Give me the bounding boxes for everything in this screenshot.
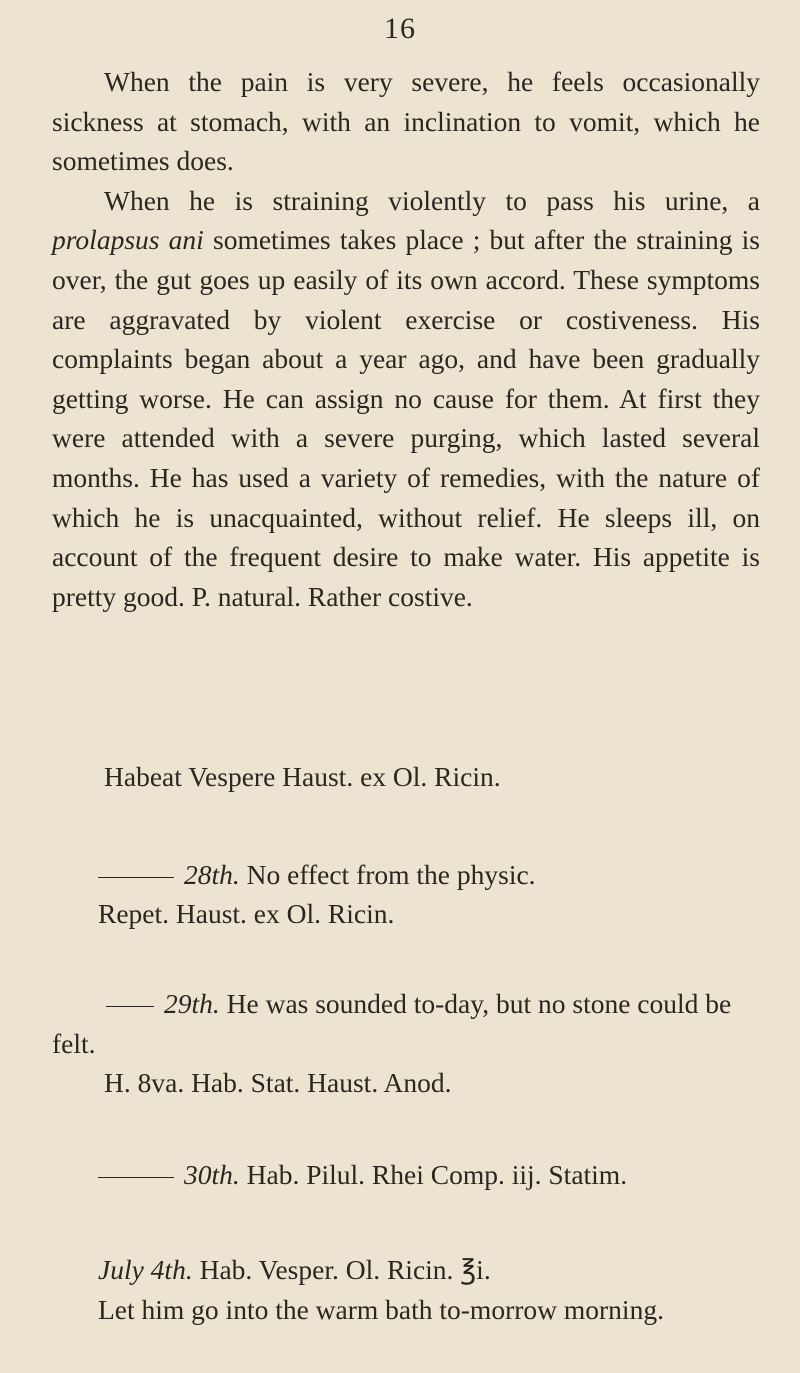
entry-date-july: July 4th.	[98, 1254, 193, 1285]
symptoms-text-start: When he is straining violently to pass his urine, a	[104, 184, 760, 216]
prescription-28th: Repet. Haust. ex Ol. Ricin.	[98, 898, 395, 929]
page-number: 16	[384, 12, 416, 45]
entry-date-30th: 30th.	[184, 1159, 240, 1190]
entry-date-29th: 29th.	[164, 988, 220, 1019]
entry-28th	[52, 855, 760, 895]
entry-july-4th	[52, 1250, 800, 1290]
date-dash	[98, 877, 174, 878]
paragraph-sickness: When the pain is very severe, he feels occasionally sickness at stomach, with an inclination to vomit, which he sometimes does.	[52, 66, 760, 177]
case-history-text	[52, 62, 760, 616]
entry-29th	[52, 984, 760, 1063]
entry-text-30th: Hab. Pilul. Rhei Comp. iij. Statim.	[246, 1159, 628, 1190]
entry-text-28th: No effect from the physic.	[246, 859, 536, 890]
prescription-29th: H. 8va. Hab. Stat. Haust. Anod.	[104, 1067, 452, 1098]
entry-july-note: Let him go into the warm bath to-morrow morning.	[98, 1294, 664, 1325]
paragraph-symptoms	[52, 181, 760, 617]
symptoms-text-rest: sometimes takes place ; but after the straining is over, the gut goes up easily of its own accord. These symptoms are aggravated by violent exercise or costiveness. His complaints began about a year ago, and have been gradually getting worse. He can assign no cause for them. At first they were attended with a severe purging, which lasted several months. He has used a variety of remedies, with the nature of which he is unacquainted, without relief. He sleeps ill, on account of the frequent desire to make water. His appetite is pretty good. P. natural. Rather costive.	[52, 224, 760, 612]
prescription-evening: Habeat Vespere Haust. ex Ol. Ricin.	[104, 761, 501, 792]
entry-date-28th: 28th.	[184, 859, 240, 890]
entry-text-29th: He was sounded to-day, but no stone could be felt.	[52, 988, 732, 1059]
entry-text-july: Hab. Vesper. Ol. Ricin. ℥i.	[199, 1254, 491, 1285]
prolapsus-term: prolapsus ani	[52, 224, 204, 256]
entry-30th	[52, 1155, 760, 1195]
date-dash	[98, 1177, 174, 1178]
date-dash	[106, 1006, 154, 1007]
